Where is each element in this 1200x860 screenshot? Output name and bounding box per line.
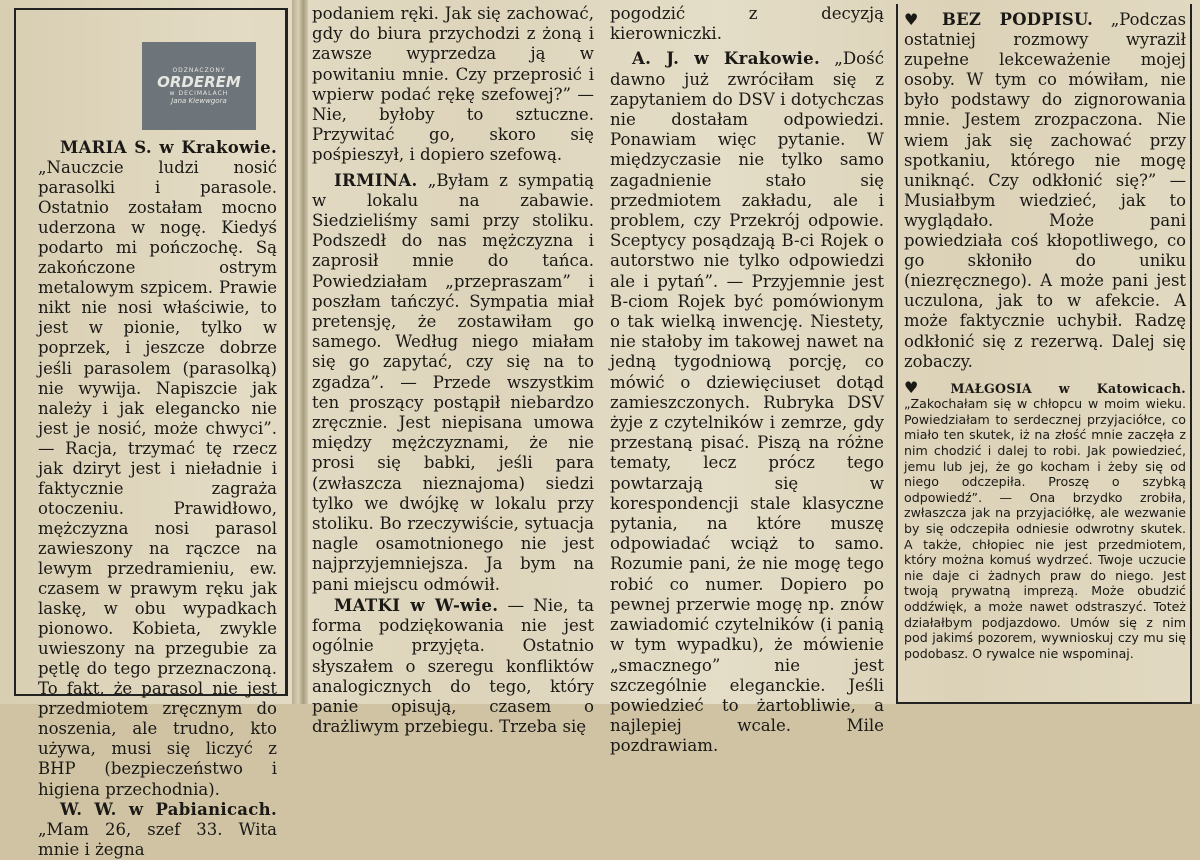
letter-heading: IRMINA.: [334, 169, 418, 190]
heart-icon: ♥: [904, 10, 919, 29]
continued-text: pogodzić z decyzją kierowniczki.: [610, 4, 884, 44]
letter-irmina: [312, 170, 594, 595]
column-logo: [142, 42, 256, 130]
letter-heading: BEZ PODPISU.: [941, 10, 1094, 29]
letter-heading: W. W. w Pabianicach.: [60, 799, 277, 819]
letter-heading: A. J. w Krakowie.: [632, 48, 821, 69]
letter-heading: MATKI w W-wie.: [334, 594, 499, 615]
column-border: [898, 702, 1190, 704]
letter-malgosia: [904, 377, 1186, 662]
column-1: [14, 8, 288, 859]
letter-maria: [38, 138, 277, 800]
letter-heading: MARIA S. w Krakowie.: [60, 138, 277, 157]
continued-text: podaniem ręki. Jak się zachować, gdy do biura przychodzi z żoną i zawsze wyprzedza ją w powitaniu mnie. Czy przeprosić i wpierw podać rękę szefowej?” — Nie, byłoby to sztuczne. Przywitać go, skoro się pośpieszył, i dopiero szefową.: [312, 4, 594, 165]
letter-text: — Nie, ta forma podziękowania nie jest ogólnie przyjęta. Ostatnio słyszałem o szeregu konfliktów analogicznych do tego, który panie opisują, czasem o drażliwym przebiegu. Trzeba się: [312, 595, 594, 737]
column-3: [610, 4, 884, 756]
column-4: [896, 4, 1192, 704]
letter-aj: [610, 48, 884, 756]
letter-text: „Zakochałam się w chłopcu w moim wieku. Powiedziałam to serdecznej przyjaciółce, co miało ten skutek, iż na złość mnie zaczęła z nim chodzić i dalej to robi. Jak powiedzieć, jemu lub jej, że go kocham i żeby się od niego odczepiła. Proszę o szybką odpowiedź”. — Ona brzydko zrobiła, zwłaszcza jak na przyjaciółkę, ale wezwanie by się odczepiła odniesie odwrotny skutek. A także, chłopiec nie jest przedmiotem, który można komuś wydrzeć. Twoje uczucie nie daje ci żadnych praw do niego. Jest twoją prywatną imprezą. Może obudzić oddźwięk, a może nawet odstraszyć. Toteż działałbym podjazdowo. Umów się z nim pod jakimś pozorem, wywnioskuj czy mu się podobasz. O rywalce nie wspominaj.: [904, 396, 1186, 661]
letter-ww: [38, 800, 277, 860]
letter-text: „Dość dawno już zwróciłam się z zapytaniem do DSV i dotychczas nie dostałam odpowiedzi. Ponawiam więc pytanie. W międzyczasie nie tylko samo zagadnienie stało się przedmiotem zakładu, ale i problem, czy Przekrój odpowie. Sceptycy posądzają B-ci Rojek o autorstwo nie tylko odpowiedzi ale i pytań”. — Przyjemnie jest B-ciom Rojek być pomówionym o tak wielką inwencję. Niestety, nie stałoby im takowej nawet na jedną tygodniową porcję, co mówić o dziewięciuset dotąd zamieszczonych. Rubryka DSV żyje z czytelników i zemrze, gdy przestaną pisać. Piszą na różne tematy, lecz prócz tego powtarzają się w korespondencji stale klasyczne pytania, na które muszę odpowiadać wciąż to samo. Rozumie pani, że nie mogę tego robić co numer. Dopiero po pewnej przerwie mogę np. znów zawiadomić czytelników (i panią w tym wypadku), że mówienie „smacznego” nie jest szczególnie eleganckie. Jeśli powiedzieć to żartobliwie, a najlepiej wcale. Mile pozdrawiam.: [610, 49, 884, 756]
heart-icon: ♥: [904, 377, 919, 397]
letter-heading: MAŁGOSIA w Katowicach.: [950, 380, 1186, 396]
logo-line-2: ORDEREM: [157, 73, 241, 91]
logo-line-4: Jana Kiewwgora: [171, 97, 227, 105]
letter-text: „Podczas ostatniej rozmowy wyraził zupełne lekceważenie mojej osoby. W tym co mówiłam, nie było podstawy do zignorowania mnie. Jestem zrozpaczona. Nie wiem jak się zachować przy spotkaniu, którego nie mogę uniknąć. Czy odkłonić się?” — Musiałbym wiedzieć, jak to wyglądało. Może pani powiedziała coś kłopotliwego, co go skłoniło do uniku (niezręcznego). A może pani jest uczulona, jak to w afekcie. A może faktycznie uchybił. Radzę odkłonić się z rezerwą. Dalej się zobaczy.: [904, 10, 1186, 371]
letter-text: „Mam 26, szef 33. Wita mnie i żegna: [38, 819, 277, 859]
letter-text: „Byłam z sympatią w lokalu na zabawie. Siedzieliśmy sami przy stoliku. Podszedł do nas mężczyzna i zaprosił mnie do tańca. Powiedziałam „przepraszam” i poszłam tańczyć. Sympatia miał pretensję, że zostawiłam go samego. Według niego miałam się go zapytać, czy się na to zgadza”. — Przede wszystkim ten proszący postąpił niebardzo zręcznie. Jest niepisana umowa między mężczyznami, że nie prosi się babki, jeśli para (zwłaszcza nieznajoma) siedzi tylko we dwójkę w lokalu przy stoliku. Bo rzeczywiście, sytuacja nagle osamotnionego nie jest najprzyjemniejsza. Ja bym na pani miejscu odmówił.: [312, 170, 594, 594]
letter-bez-podpisu: [904, 10, 1186, 372]
logo-line-3: w DECIMALACH: [169, 90, 229, 97]
letter-matki: [312, 595, 594, 737]
page-fold: [292, 0, 308, 704]
column-2: [312, 4, 594, 737]
logo-line-1: ODZNACZONY: [172, 67, 226, 74]
letter-text: „Nauczcie ludzi nosić parasolki i parasole. Ostatnio zostałam mocno uderzona w nogę. Kiedyś podarto mi pończochę. Są zakończone ostrym metalowym szpicem. Prawie nikt nie nosi właściwie, to jest w pionie, tylko w poprzek, i jeszcze dobrze jeśli parasolem (parasolką) nie wywija. Napiszcie jak należy i jak elegancko nie jest je nosić, może chwyci”. — Racja, trzymać tę rzecz jak dziryt jest i nieładnie i faktycznie zagraża otoczeniu. Prawidłowo, mężczyzna nosi parasol zawieszony na rączce na lewym przedramieniu, ew. czasem w prawym ręku jak laskę, w obu wypadkach pionowo. Kobieta, zwykle uwieszony na przegubie za pętlę do tego przeznaczoną. To fakt, że parasol nie jest przedmiotem zręcznym do noszenia, ale trudno, kto używa, musi się liczyć z BHP (bezpieczeństwo i higiena przechodnia).: [38, 158, 277, 799]
